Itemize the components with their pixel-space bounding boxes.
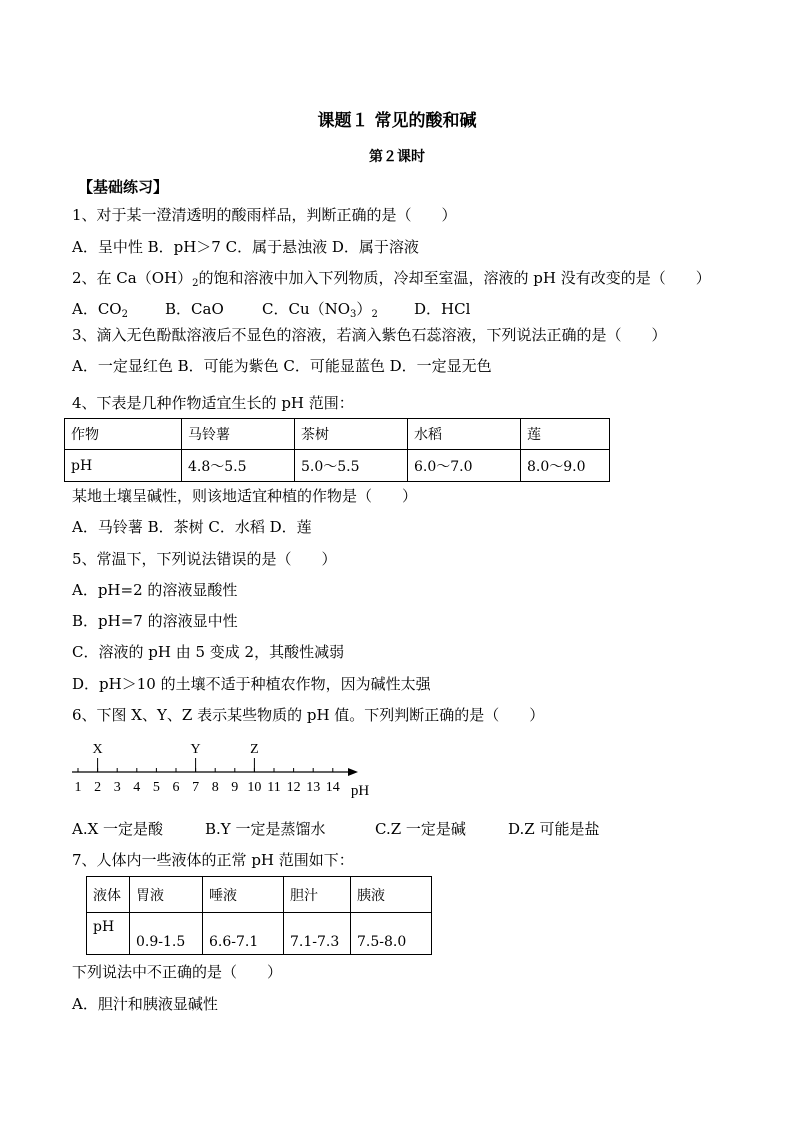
question-4-stem: 4、下表是几种作物适宜生长的 pH 范围： bbox=[72, 394, 354, 412]
ph-tick-label: 3 bbox=[113, 780, 121, 795]
question-5-option-d: D．pH＞10 的土壤不适于种植农作物，因为碱性太强 bbox=[72, 675, 431, 693]
ph-tick-label: 5 bbox=[152, 780, 160, 795]
table-row bbox=[65, 450, 610, 482]
body-fluid-ph-table bbox=[86, 876, 432, 955]
table-cell: 4.8～5.5 bbox=[182, 450, 295, 482]
page-title: 课题１ 常见的酸和碱 bbox=[317, 111, 477, 131]
question-3-stem: 3、滴入无色酚酞溶液后不显色的溶液，若滴入紫色石蕊溶液，下列说法正确的是（ ） bbox=[72, 326, 667, 344]
table-cell: 液体 bbox=[87, 877, 130, 913]
table-row bbox=[87, 913, 432, 955]
table-header-row bbox=[65, 419, 610, 450]
ph-tick-label: 11 bbox=[267, 780, 281, 795]
ph-tick-label: 6 bbox=[172, 780, 180, 795]
table-cell: 胃液 bbox=[130, 877, 203, 913]
table-cell: pH bbox=[65, 450, 182, 482]
ph-tick-label: 8 bbox=[211, 780, 219, 795]
ph-tick-label: 9 bbox=[231, 780, 239, 795]
ph-tick-label: 7 bbox=[192, 780, 200, 795]
question-4-question: 某地土壤呈碱性，则该地适宜种植的作物是（ ） bbox=[72, 487, 418, 505]
ph-axis-label: pH bbox=[350, 783, 370, 799]
table-cell: 唾液 bbox=[203, 877, 284, 913]
question-7-option-a: A．胆汁和胰液显碱性 bbox=[72, 995, 218, 1013]
ph-marker-label: Y bbox=[190, 742, 201, 757]
ph-tick-label: 13 bbox=[306, 780, 321, 795]
ph-tick-label: 4 bbox=[133, 780, 141, 795]
table-header-row bbox=[87, 877, 432, 913]
question-2-stem: 2、在 $Ca(OH)_2$的饱和溶液中加入下列物质，冷却至室温，溶液的 pH 没有改变的是（ ） bbox=[72, 269, 711, 289]
question-1-stem: 1、对于某一澄清透明的酸雨样品，判断正确的是（ ） bbox=[72, 206, 457, 224]
table-cell: 莲 bbox=[521, 419, 610, 450]
question-5-option-b: B．pH=7 的溶液显中性 bbox=[72, 612, 238, 630]
ph-tick-label: 12 bbox=[286, 780, 301, 795]
table-cell: 8.0～9.0 bbox=[521, 450, 610, 482]
page-subtitle: 第２课时 bbox=[369, 149, 425, 165]
ph-marker-label: X bbox=[92, 742, 103, 757]
table-cell: 6.0～7.0 bbox=[408, 450, 521, 482]
question-6-stem: 6、下图 X、Y、Z 表示某些物质的 pH 值。下列判断正确的是（ ） bbox=[72, 706, 545, 724]
question-2-option-b: B．CaO bbox=[165, 300, 224, 318]
question-6-option-d: D.Z 可能是盐 bbox=[508, 820, 600, 838]
ph-tick-label: 10 bbox=[247, 780, 262, 795]
table-cell: 7.5-8.0 bbox=[351, 913, 432, 955]
question-5-option-c: C．溶液的 pH 由 5 变成 2，其酸性减弱 bbox=[72, 643, 345, 661]
table-cell: 5.0～5.5 bbox=[295, 450, 408, 482]
question-7-question: 下列说法中不正确的是（ ） bbox=[72, 963, 283, 981]
crop-ph-table bbox=[64, 418, 610, 482]
ph-marker-label: Z bbox=[250, 742, 259, 757]
table-cell: 水稻 bbox=[408, 419, 521, 450]
section-heading: 【基础练习】 bbox=[78, 178, 169, 196]
table-cell: 7.1-7.3 bbox=[284, 913, 351, 955]
question-2-option-a: A．$CO_2$ bbox=[72, 300, 128, 320]
table-cell: 马铃薯 bbox=[182, 419, 295, 450]
table-cell: 6.6-7.1 bbox=[203, 913, 284, 955]
ph-scale-diagram bbox=[60, 732, 390, 802]
ph-axis-arrow-icon bbox=[348, 768, 358, 776]
table-cell: 胆汁 bbox=[284, 877, 351, 913]
question-4-options: A．马铃薯 B．茶树 C．水稻 D．莲 bbox=[72, 518, 312, 536]
ph-tick-label: 1 bbox=[74, 780, 82, 795]
question-2-option-d: D．HCl bbox=[414, 300, 471, 318]
question-6-option-c: C.Z 一定是碱 bbox=[375, 820, 466, 838]
question-5-option-a: A．pH=2 的溶液显酸性 bbox=[72, 581, 238, 599]
question-5-stem: 5、常温下，下列说法错误的是（ ） bbox=[72, 550, 337, 568]
ph-tick-label: 14 bbox=[325, 780, 340, 795]
question-3-options: A．一定显红色 B．可能为紫色 C．可能显蓝色 D．一定显无色 bbox=[72, 357, 492, 375]
table-cell: 胰液 bbox=[351, 877, 432, 913]
table-cell: 作物 bbox=[65, 419, 182, 450]
question-2-option-c: C．$Cu(NO_3)_2$ bbox=[262, 300, 378, 320]
question-6-option-b: B.Y 一定是蒸馏水 bbox=[205, 820, 326, 838]
table-cell: 0.9-1.5 bbox=[130, 913, 203, 955]
question-6-option-a: A.X 一定是酸 bbox=[72, 820, 164, 838]
question-7-stem: 7、人体内一些液体的正常 pH 范围如下： bbox=[72, 851, 354, 869]
table-cell: pH bbox=[87, 913, 130, 955]
ph-tick-label: 2 bbox=[94, 780, 102, 795]
question-1-options: A．呈中性 B．pH＞7 C．属于悬浊液 D．属于溶液 bbox=[72, 238, 419, 256]
table-cell: 茶树 bbox=[295, 419, 408, 450]
